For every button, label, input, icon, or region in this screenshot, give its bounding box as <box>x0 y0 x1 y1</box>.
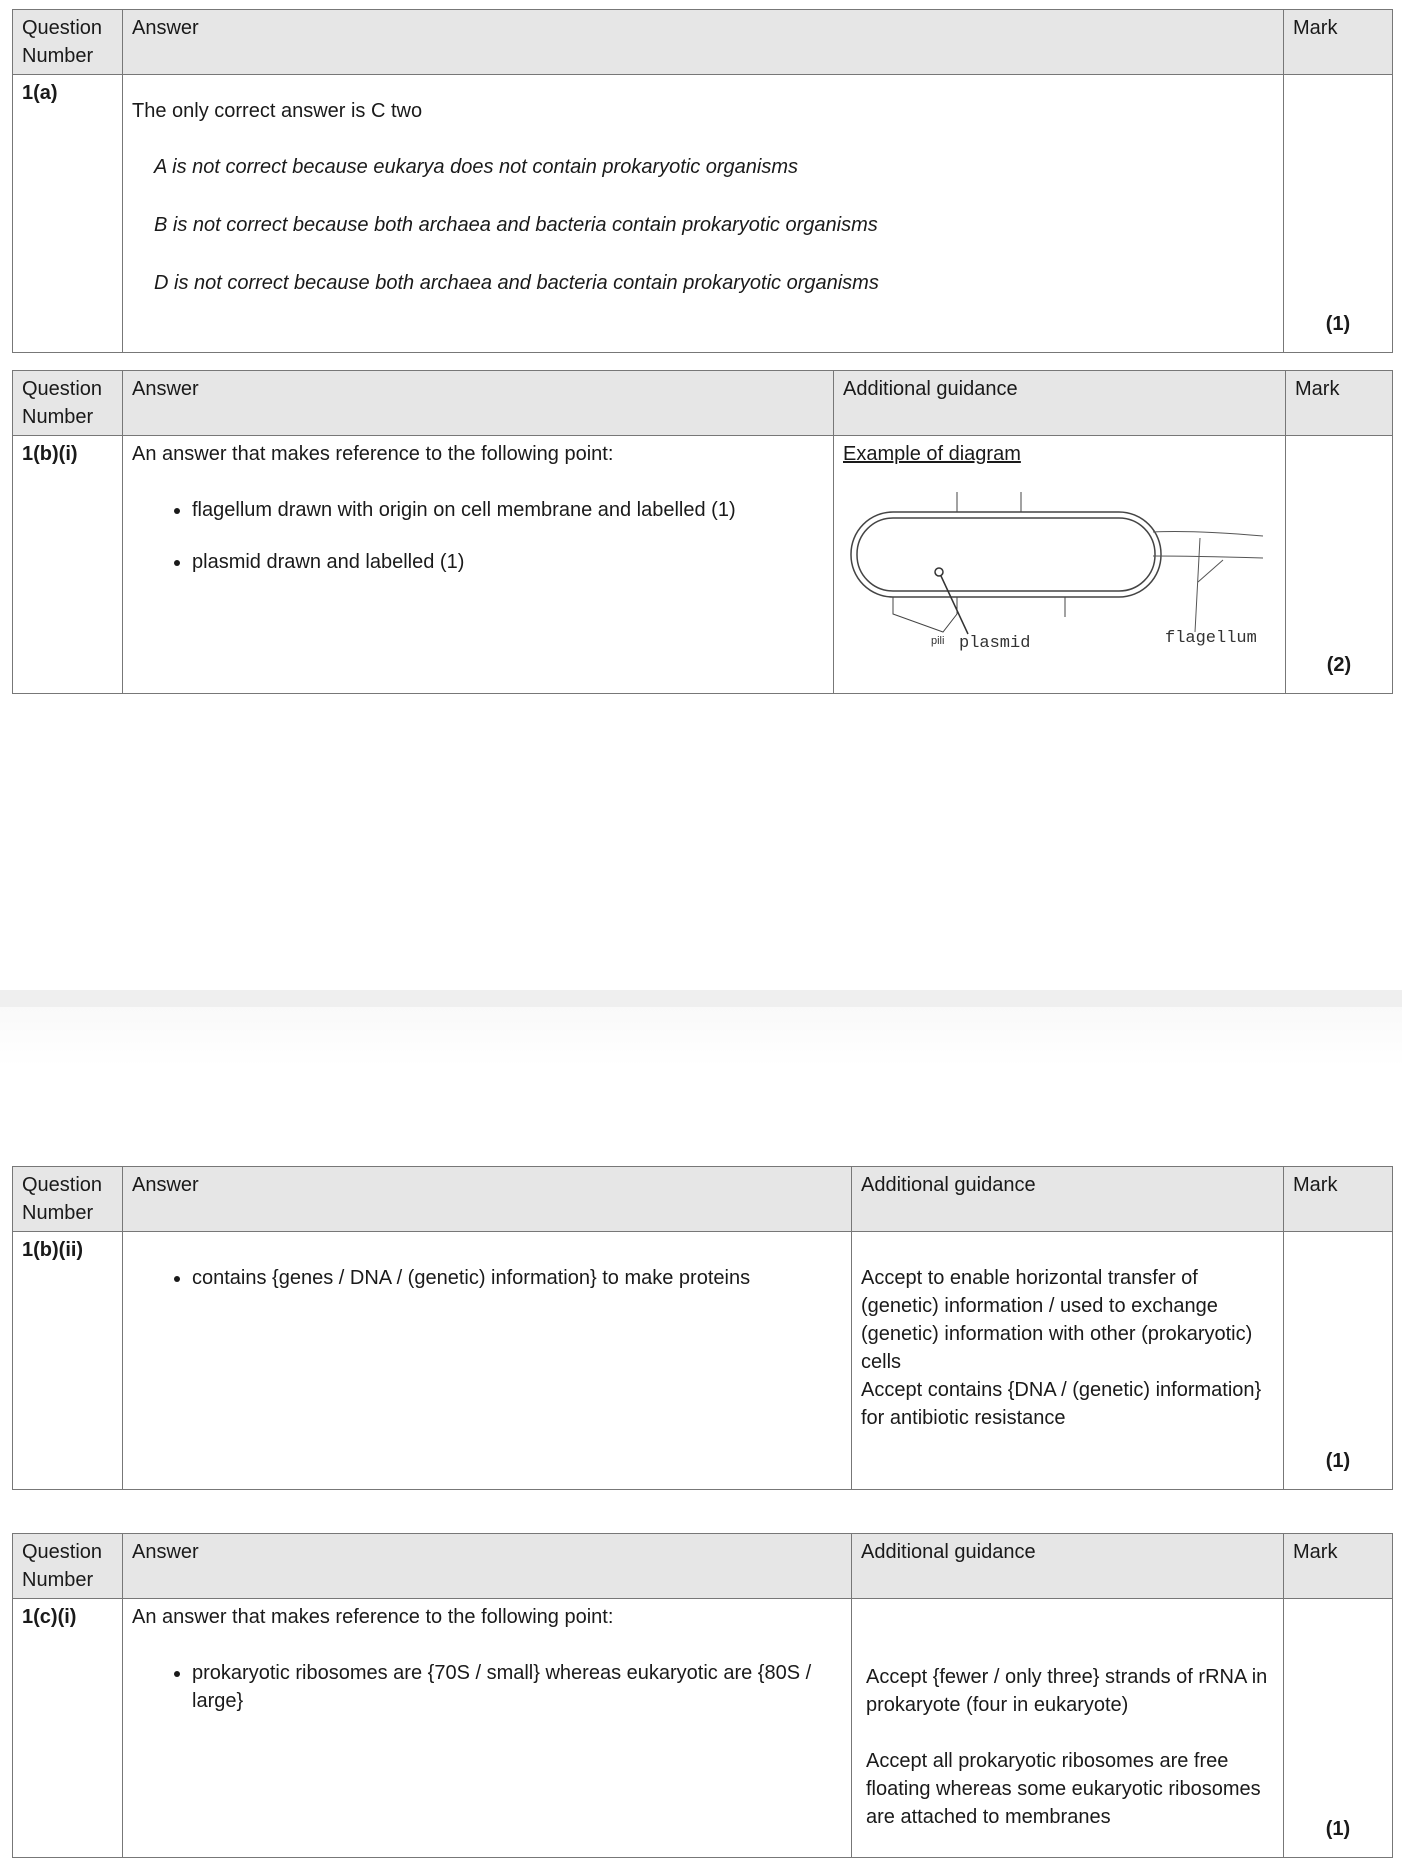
reason: A is not correct because eukarya does not contain prokaryotic organisms <box>154 156 799 178</box>
header-answer: Answer <box>123 371 834 436</box>
mark-value: (1) <box>1284 75 1393 353</box>
guidance-cell <box>834 436 1286 694</box>
header-question-number: Question Number <box>13 10 123 75</box>
mark-table-1ci <box>12 1533 1393 1858</box>
bacterium-diagram <box>843 472 1273 662</box>
guidance-text: Accept to enable horizontal transfer of (genetic) information / used to exchange (genetic) information with other (prokaryotic) cells <box>861 1267 1253 1373</box>
mark-value: (1) <box>1284 1232 1393 1490</box>
header-answer: Answer <box>123 1534 852 1599</box>
header-guidance: Additional guidance <box>852 1534 1284 1599</box>
header-mark: Mark <box>1284 1167 1393 1232</box>
header-answer: Answer <box>123 1167 852 1232</box>
guidance-title: Example of diagram <box>843 443 1021 465</box>
question-number: 1(a) <box>13 75 123 353</box>
answer-intro: An answer that makes reference to the following point: <box>132 1606 614 1628</box>
header-question-number: Question Number <box>13 371 123 436</box>
mark-value: (1) <box>1284 1599 1393 1858</box>
answer-intro: An answer that makes reference to the following point: <box>132 443 614 465</box>
mark-value: (2) <box>1286 436 1393 694</box>
answer-text: The only correct answer is C two <box>132 100 423 122</box>
mark-table-1bii <box>12 1166 1393 1490</box>
answer-point: • contains {genes / DNA / (genetic) information} to make proteins <box>192 1264 782 1292</box>
answer-cell <box>123 75 1284 353</box>
guidance-cell <box>852 1232 1284 1490</box>
header-question-number: Question Number <box>13 1534 123 1599</box>
answer-cell <box>123 1599 852 1858</box>
diagram-label-plasmid: plasmid <box>959 634 1031 653</box>
header-mark: Mark <box>1284 10 1393 75</box>
page-break-shadow <box>0 1007 1402 1067</box>
answer-cell <box>123 1232 852 1490</box>
page-break <box>0 990 1402 1007</box>
reason: D is not correct because both archaea and bacteria contain prokaryotic organisms <box>154 272 879 294</box>
answer-point: • plasmid drawn and labelled (1) <box>192 548 824 576</box>
reason: B is not correct because both archaea and bacteria contain prokaryotic organisms <box>154 214 878 236</box>
guidance-text: Accept {fewer / only three} strands of rRNA in prokaryote (four in eukaryote) <box>866 1666 1268 1716</box>
question-number: 1(b)(i) <box>13 436 123 694</box>
answer-point: • prokaryotic ribosomes are {70S / small} whereas eukaryotic are {80S / large} <box>192 1659 822 1715</box>
guidance-text: Accept contains {DNA / (genetic) information} for antibiotic resistance <box>861 1379 1262 1429</box>
mark-table-1a <box>12 9 1393 353</box>
header-mark: Mark <box>1284 1534 1393 1599</box>
diagram-label-flagellum: flagellum <box>1165 629 1257 648</box>
guidance-cell <box>852 1599 1284 1858</box>
header-mark: Mark <box>1286 371 1393 436</box>
header-guidance: Additional guidance <box>852 1167 1284 1232</box>
guidance-text: Accept all prokaryotic ribosomes are free floating whereas some eukaryotic ribosomes are attached to membranes <box>866 1750 1261 1828</box>
question-number: 1(c)(i) <box>13 1599 123 1858</box>
question-number: 1(b)(ii) <box>13 1232 123 1490</box>
diagram-label-pili: pili <box>931 635 945 647</box>
header-guidance: Additional guidance <box>834 371 1286 436</box>
header-answer: Answer <box>123 10 1284 75</box>
header-question-number: Question Number <box>13 1167 123 1232</box>
answer-point: • flagellum drawn with origin on cell membrane and labelled (1) <box>192 496 824 524</box>
answer-cell <box>123 436 834 694</box>
mark-table-1bi <box>12 370 1393 694</box>
